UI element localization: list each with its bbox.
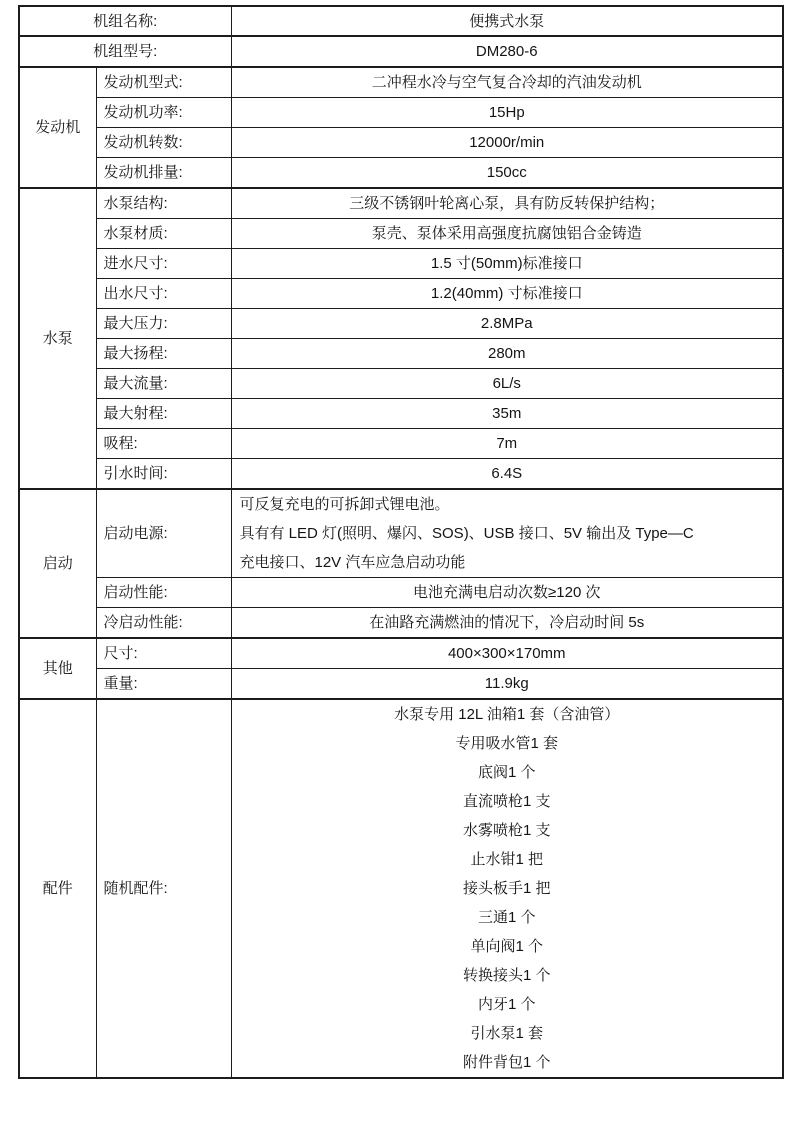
- section-start: [19, 489, 783, 638]
- spec-value: 400×300×170mm: [231, 638, 783, 669]
- spec-label: 最大扬程:: [96, 339, 231, 369]
- spec-label: 启动电源:: [96, 489, 231, 578]
- section-engine: [19, 67, 783, 188]
- row-unit-model: [19, 36, 783, 67]
- accessory-item: 底阀1 个: [477, 764, 536, 781]
- spec-label: 最大压力:: [96, 309, 231, 339]
- spec-label: 进水尺寸:: [96, 249, 231, 279]
- table-row: [19, 128, 783, 158]
- value-line: 充电接口、12V 汽车应急启动功能: [239, 554, 466, 571]
- spec-value: 三级不锈钢叶轮离心泵，具有防反转保护结构；: [231, 188, 783, 219]
- table-row: [19, 638, 783, 669]
- spec-value: 6.4S: [231, 459, 783, 490]
- category-cell: 配件: [19, 699, 96, 1078]
- spec-value: 1.2(40mm) 寸标准接口: [231, 279, 783, 309]
- accessory-item: 水雾喷枪1 支: [462, 822, 551, 839]
- spec-value: 280m: [231, 339, 783, 369]
- spec-value: 7m: [231, 429, 783, 459]
- category-cell: 发动机: [19, 67, 96, 188]
- spec-value: 1.5 寸(50mm)标准接口: [231, 249, 783, 279]
- accessory-item: 专用吸水管1 套: [455, 735, 558, 752]
- value-line: 具有有 LED 灯(照明、爆闪、SOS)、USB 接口、5V 输出及 Type—C: [239, 525, 694, 542]
- spec-sheet: [18, 5, 784, 1079]
- spec-label: 最大流量:: [96, 369, 231, 399]
- section-other: [19, 638, 783, 699]
- value-line: 可反复充电的可拆卸式锂电池。: [239, 496, 450, 513]
- spec-value: 12000r/min: [231, 128, 783, 158]
- row-unit-name: [19, 6, 783, 36]
- accessory-item: 止水钳1 把: [470, 851, 543, 868]
- spec-value: 2.8MPa: [231, 309, 783, 339]
- spec-label: 重量:: [96, 669, 231, 700]
- table-row: [19, 158, 783, 189]
- spec-label: 随机配件:: [96, 699, 231, 1078]
- table-row: [19, 98, 783, 128]
- table-row: [19, 459, 783, 490]
- spec-label: 吸程:: [96, 429, 231, 459]
- table-row: [19, 36, 783, 67]
- unit-model-value: DM280-6: [231, 36, 783, 67]
- table-row: [19, 188, 783, 219]
- spec-label: 最大射程:: [96, 399, 231, 429]
- table-row: [19, 339, 783, 369]
- spec-label: 发动机功率:: [96, 98, 231, 128]
- spec-label: 启动性能:: [96, 578, 231, 608]
- accessory-item: 三通1 个: [477, 909, 536, 926]
- spec-label: 尺寸:: [96, 638, 231, 669]
- spec-label: 发动机型式:: [96, 67, 231, 98]
- spec-value: 电池充满电启动次数≥120 次: [231, 578, 783, 608]
- table-row: [19, 219, 783, 249]
- spec-value: 15Hp: [231, 98, 783, 128]
- table-row: [19, 67, 783, 98]
- section-accessories: [19, 699, 783, 1078]
- spec-value: 150cc: [231, 158, 783, 189]
- table-row: [19, 489, 783, 578]
- spec-value: 6L/s: [231, 369, 783, 399]
- spec-value: 35m: [231, 399, 783, 429]
- accessories-list: [231, 699, 783, 1078]
- spec-label: 水泵结构:: [96, 188, 231, 219]
- spec-label: 发动机排量:: [96, 158, 231, 189]
- category-cell: 水泵: [19, 188, 96, 489]
- table-row: [19, 429, 783, 459]
- spec-label: 出水尺寸:: [96, 279, 231, 309]
- category-cell: 启动: [19, 489, 96, 638]
- accessory-item: 转换接头1 个: [462, 967, 551, 984]
- accessory-item: 接头板手1 把: [462, 880, 551, 897]
- accessory-item: 直流喷枪1 支: [462, 793, 551, 810]
- spec-value: 11.9kg: [231, 669, 783, 700]
- table-row: [19, 369, 783, 399]
- spec-label: 冷启动性能:: [96, 608, 231, 639]
- table-row: [19, 699, 783, 1078]
- unit-model-label: 机组型号:: [19, 36, 231, 67]
- table-row: [19, 309, 783, 339]
- spec-table: [18, 5, 784, 1079]
- accessory-item: 引水泵1 套: [470, 1025, 543, 1042]
- unit-name-label: 机组名称:: [19, 6, 231, 36]
- section-pump: [19, 188, 783, 489]
- table-row: [19, 279, 783, 309]
- spec-label: 发动机转数:: [96, 128, 231, 158]
- accessory-item: 水泵专用 12L 油箱1 套（含油管）: [394, 706, 620, 723]
- spec-value: 二冲程水冷与空气复合冷却的汽油发动机: [231, 67, 783, 98]
- table-row: [19, 608, 783, 639]
- category-cell: 其他: [19, 638, 96, 699]
- spec-label: 水泵材质:: [96, 219, 231, 249]
- table-row: [19, 578, 783, 608]
- table-row: [19, 399, 783, 429]
- table-row: [19, 249, 783, 279]
- accessory-item: 附件背包1 个: [462, 1054, 551, 1071]
- unit-name-value: 便携式水泵: [231, 6, 783, 36]
- spec-value-multiline: [231, 489, 783, 578]
- spec-label: 引水时间:: [96, 459, 231, 490]
- spec-value: 在油路充满燃油的情况下，冷启动时间 5s: [231, 608, 783, 639]
- table-row: [19, 6, 783, 36]
- accessory-item: 内牙1 个: [477, 996, 536, 1013]
- spec-value: 泵壳、泵体采用高强度抗腐蚀铝合金铸造: [231, 219, 783, 249]
- table-row: [19, 669, 783, 700]
- accessory-item: 单向阀1 个: [470, 938, 543, 955]
